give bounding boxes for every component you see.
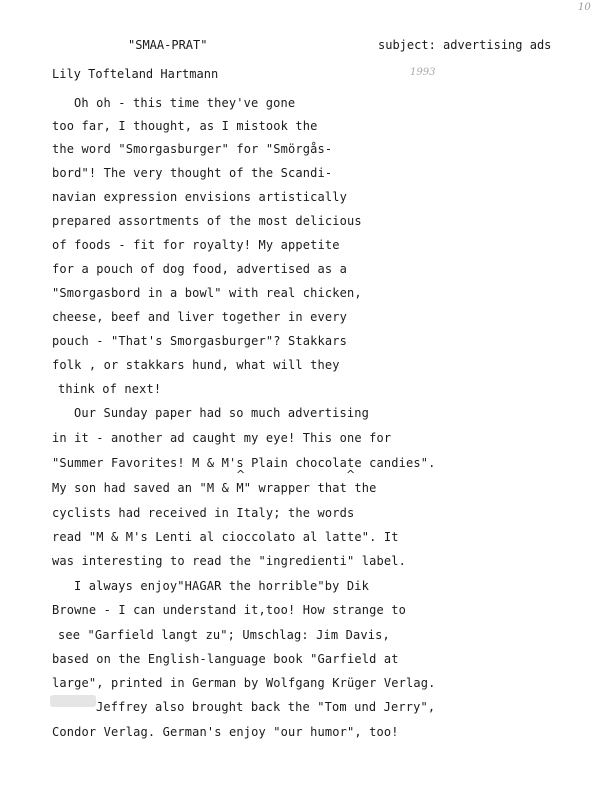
body-line: Jeffrey also brought back the "Tom und Jerry", (96, 700, 436, 714)
insertion-caret-mark: ^ (346, 468, 356, 481)
body-line: cyclists had received in Italy; the words (52, 506, 355, 520)
author-name: Lily Tofteland Hartmann (52, 67, 219, 81)
body-line: Browne - I can understand it,too! How strange to (52, 603, 406, 617)
body-line: in it - another ad caught my eye! This one for (52, 431, 392, 445)
body-line: Our Sunday paper had so much advertising (74, 406, 369, 420)
pencil-annotation: 1993 (410, 67, 436, 78)
body-line: see "Garfield langt zu"; Umschlag: Jim Davis, (58, 628, 390, 642)
body-line: think of next! (58, 382, 162, 396)
body-line: Oh oh - this time they've gone (74, 96, 296, 110)
body-line: prepared assortments of the most delicious (52, 214, 362, 228)
document-subject: subject: advertising ads (378, 38, 552, 52)
body-line: "Summer Favorites! M & M's Plain chocolate candies". (52, 456, 436, 470)
body-line: based on the English-language book "Garfield at (52, 652, 399, 666)
document-title: "SMAA-PRAT" (128, 38, 208, 52)
insertion-caret-mark: ^ (236, 468, 246, 481)
body-line: pouch - "That's Smorgasburger"? Stakkars (52, 334, 347, 348)
page-corner-mark: 10 (578, 2, 591, 13)
body-line: bord"! The very thought of the Scandi- (52, 166, 333, 180)
body-line: large", printed in German by Wolfgang Krüger Verlag. (52, 676, 436, 690)
body-line: I always enjoy"HAGAR the horrible"by Dik (74, 579, 369, 593)
body-line: the word "Smorgasburger" for "Smörgås- (52, 142, 333, 156)
body-line: read "M & M's Lenti al cioccolato al latte". It (52, 530, 399, 544)
body-line: Condor Verlag. German's enjoy "our humor", too! (52, 725, 399, 739)
body-line: folk , or stakkars hund, what will they (52, 358, 340, 372)
body-line: too far, I thought, as I mistook the (52, 119, 318, 133)
body-line: navian expression envisions artistically (52, 190, 347, 204)
body-line: "Smorgasbord in a bowl" with real chicken, (52, 286, 362, 300)
body-line: for a pouch of dog food, advertised as a (52, 262, 347, 276)
body-line: My son had saved an "M & M" wrapper that the (52, 481, 377, 495)
body-line: of foods - fit for royalty! My appetite (52, 238, 340, 252)
body-line: was interesting to read the "ingredienti" label. (52, 554, 406, 568)
body-line: cheese, beef and liver together in every (52, 310, 347, 324)
smudge-mark (50, 695, 96, 707)
